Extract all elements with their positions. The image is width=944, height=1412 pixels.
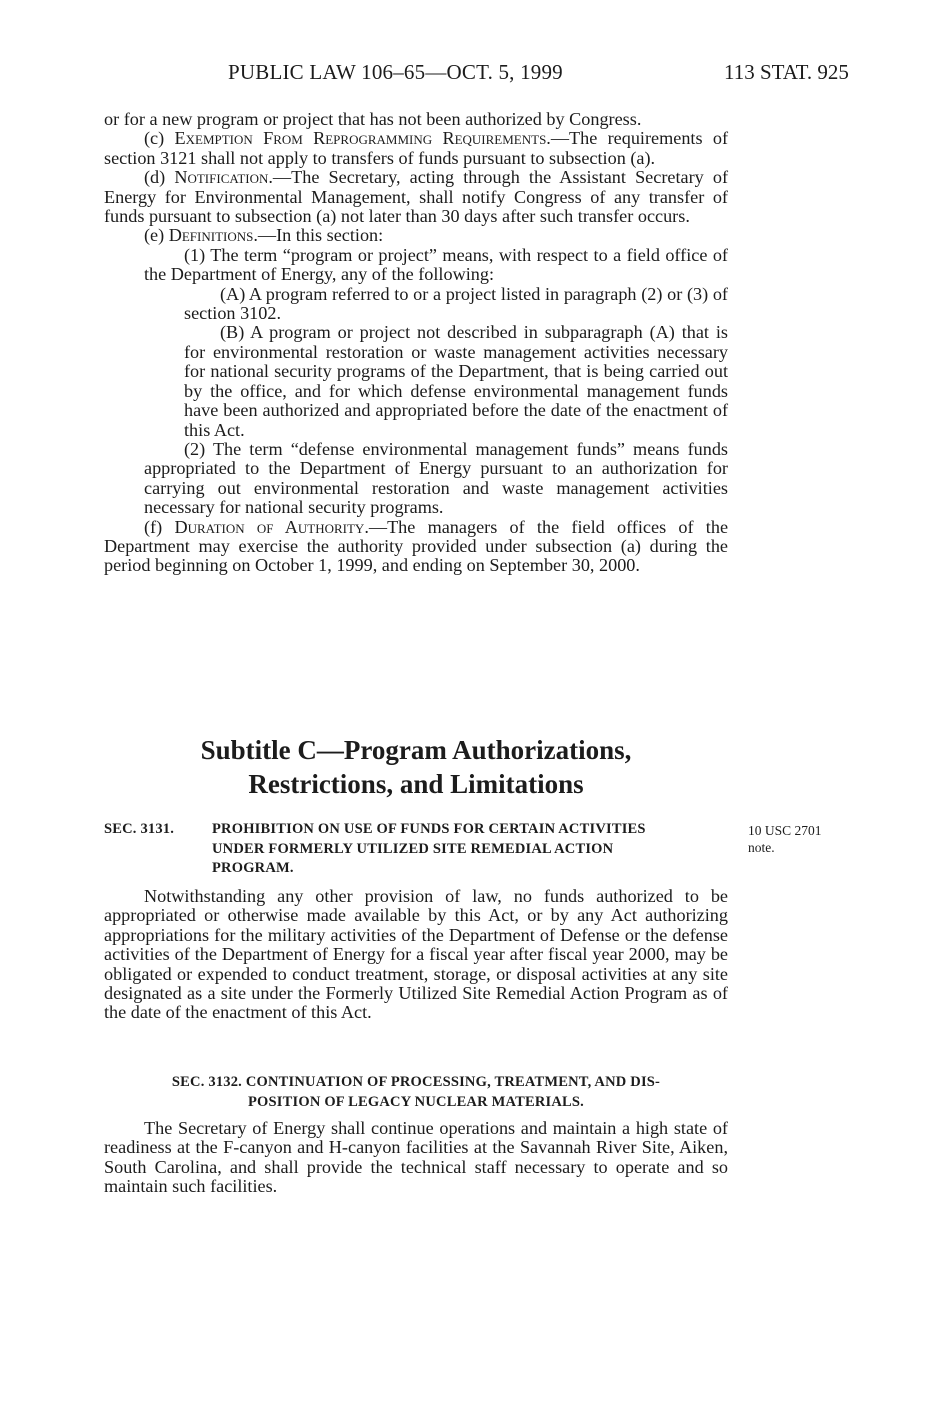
paragraph-e2: (2) The term “defense environmental management funds” means funds appropriated to the Department of Energy pursuant to an authorization for carrying out environmental restoration and waste management activities necessary for national security programs. [144,438,728,518]
margin-note-suffix: note. [748,840,775,855]
section-3132-heading-line-1: SEC. 3132. CONTINUATION OF PROCESSING, TREATMENT, AND DIS- [171,1074,661,1090]
subsection-e-label: (e) [144,225,165,246]
subsection-e-heading: Definitions. [168,225,258,246]
subsection-e [104,226,728,245]
subsection-d-heading: Notification. [174,167,273,188]
section-3131-heading-line-2: UNDER FORMERLY UTILIZED SITE REMEDIAL ACTION [212,840,614,857]
subsection-c-heading: Exemption From Reprogramming Requirements. [174,128,551,149]
subtitle-line-2: Restrictions, and Limitations [248,769,584,799]
subsection-f-text: —The managers of the field offices of the Department may exercise the authority provided under subsection (a) during the period beginning on October 1, 1999, and ending on September 30, 2000. [104,516,729,576]
subsection-d-text: —The Secretary, acting through the Assistant Secretary of Energy for Environmental Management, shall notify Congress of any transfer of funds pursuant to subsection (a) not later than 30 days after such transfer occurs. [104,167,729,227]
subsection-f [104,518,728,576]
subsection-d-label: (d) [144,167,166,188]
subsection-d [104,168,728,226]
subparagraph-e1b: (B) A program or project not described in subparagraph (A) that is for environmental restoration or waste management activities necessary for national security programs of the Department, that is being carried out by the office, and for which defense environmental management funds have been authorized and appropriated before the date of the enactment of this Act. [184,322,728,440]
running-head: PUBLIC LAW 106–65—OCT. 5, 1999 [228,60,563,84]
section-3132-heading-line-2: POSITION OF LEGACY NUCLEAR MATERIALS. [248,1093,584,1110]
subsection-c [104,129,728,168]
section-3131-heading [104,820,728,879]
section-3132-body [104,1119,728,1197]
page-header [0,60,944,90]
section-3131-number: SEC. 3131. [104,821,175,837]
paragraph-continued: or for a new program or project that has not been authorized by Congress. [104,109,642,129]
subtitle-line-1: Subtitle C—Program Authorizations, [200,735,632,765]
section-3131-body [104,887,728,1023]
subparagraph-e1a: (A) A program referred to or a project listed in paragraph (2) or (3) of section 3102. [184,283,728,324]
section-3132-heading [104,1073,728,1112]
subsection-c-label: (c) [144,128,165,149]
section-3131-text: Notwithstanding any other provision of law, no funds authorized to be appropriated or otherwise made available by this Act, or by any Act authorizing appropriations for the military activities of the Department of Defense or the defense activities of the Department of Energy for a fiscal year after fiscal year 2000, may be obligated or expended to conduct treatment, storage, or disposal activities at any site designated as a site under the Formerly Utilized Site Remedial Action Program as of the date of the enactment of this Act. [104,886,728,1023]
subsection-f-label: (f) [144,516,163,537]
subtitle-heading [104,733,728,801]
subsection-f-heading: Duration of Authority. [174,516,369,537]
statute-page-number: 113 STAT. 925 [724,60,849,84]
section-3131-heading-line-1: PROHIBITION ON USE OF FUNDS FOR CERTAIN ACTIVITIES [212,821,646,837]
section-3131-heading-line-3: PROGRAM. [212,860,294,876]
section-continuation-text [104,110,728,576]
subsection-e-text: —In this section: [257,225,384,246]
subsection-c-text: —The requirements of section 3121 shall not apply to transfers of funds pursuant to subsection (a). [104,128,729,168]
paragraph-e1: (1) The term “program or project” means, with respect to a field office of the Department of Energy, any of the following: [144,244,728,285]
margin-note-citation: 10 USC 2701 [748,823,822,838]
margin-note [748,822,868,856]
section-3132-text: The Secretary of Energy shall continue operations and maintain a high state of readiness at the F-canyon and H-canyon facilities at the Savannah River Site, Aiken, South Carolina, and shall provide the technical staff necessary to operate and so maintain such facilities. [104,1118,728,1197]
